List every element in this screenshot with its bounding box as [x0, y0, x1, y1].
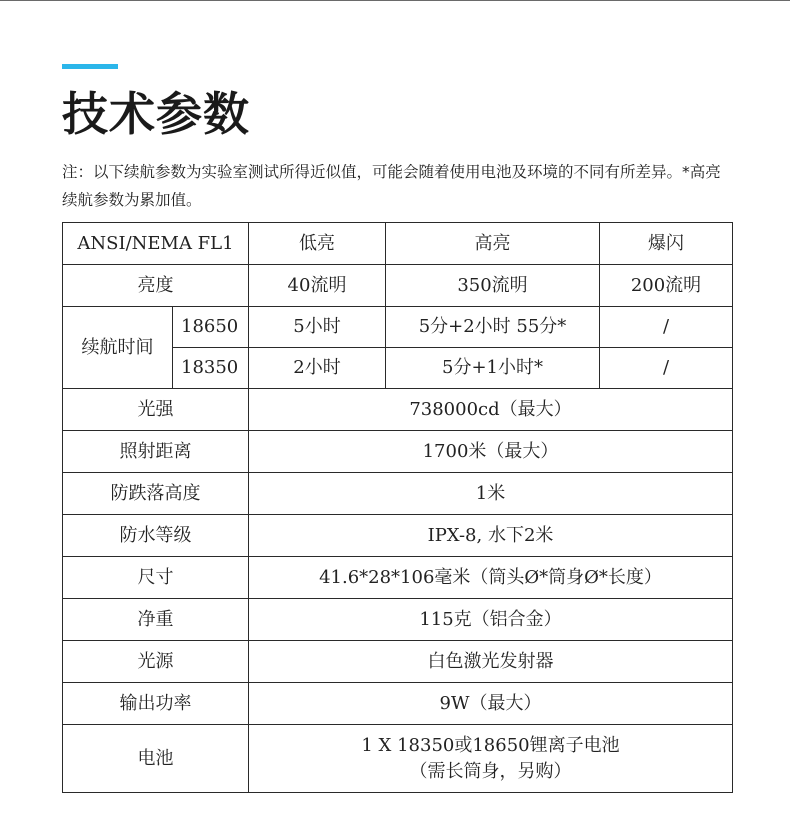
cell-value: 5分+1小时* [386, 348, 600, 389]
row-label: 续航时间 [63, 307, 173, 389]
spec-table [62, 222, 733, 793]
battery-note-line: （需长筒身，另购） [409, 760, 572, 782]
row-label: 尺寸 [63, 557, 249, 599]
cell-value: 9W（最大） [249, 683, 733, 725]
cell-value: 115克（铝合金） [249, 599, 733, 641]
cell-value: 白色激光发射器 [249, 641, 733, 683]
page-title: 技术参数 [62, 87, 250, 141]
table-row-dimensions [63, 557, 733, 599]
cell-value: 200流明 [600, 265, 733, 307]
table-header-row [63, 223, 733, 265]
cell-value [249, 725, 733, 793]
row-label: 照射距离 [63, 431, 249, 473]
table-row-battery [63, 725, 733, 793]
cell-value: 738000cd（最大） [249, 389, 733, 431]
table-row-weight [63, 599, 733, 641]
row-label: 光源 [63, 641, 249, 683]
row-label: 净重 [63, 599, 249, 641]
table-row-light-source [63, 641, 733, 683]
footnote-text: 注：以下续航参数为实验室测试所得近似值，可能会随着使用电池及环境的不同有所差异。*高亮续航参数为累加值。 [62, 163, 721, 209]
table-row-brightness [63, 265, 733, 307]
cell-value: 41.6*28*106毫米（筒头Ø*筒身Ø*长度） [249, 557, 733, 599]
title-accent-bar [62, 64, 118, 69]
cell-value: 5分+2小时 55分* [386, 307, 600, 348]
cell-value: 350流明 [386, 265, 600, 307]
row-label: 亮度 [63, 265, 249, 307]
row-label: 电池 [63, 725, 249, 793]
header-low-mode: 低亮 [249, 223, 386, 265]
table-row-output-power [63, 683, 733, 725]
top-border-line [0, 0, 790, 1]
cell-value: / [600, 307, 733, 348]
table-row-waterproof [63, 515, 733, 557]
cell-value: 40流明 [249, 265, 386, 307]
cell-value: 5小时 [249, 307, 386, 348]
row-label: 光强 [63, 389, 249, 431]
row-label: 防跌落高度 [63, 473, 249, 515]
battery-spec-line: 1 X 18350或18650锂离子电池 [361, 734, 620, 756]
table-row-impact-resistance [63, 473, 733, 515]
row-label: 防水等级 [63, 515, 249, 557]
cell-value: IPX-8, 水下2米 [249, 515, 733, 557]
header-strobe-mode: 爆闪 [600, 223, 733, 265]
cell-value: 1米 [249, 473, 733, 515]
cell-value: / [600, 348, 733, 389]
cell-value: 1700米（最大） [249, 431, 733, 473]
cell-value: 2小时 [249, 348, 386, 389]
battery-type-label: 18650 [173, 307, 249, 348]
row-label: 输出功率 [63, 683, 249, 725]
header-high-mode: 高亮 [386, 223, 600, 265]
header-standard: ANSI/NEMA FL1 [63, 223, 249, 265]
battery-type-label: 18350 [173, 348, 249, 389]
table-row-runtime-18650 [63, 307, 733, 348]
table-row-intensity [63, 389, 733, 431]
table-row-beam-distance [63, 431, 733, 473]
